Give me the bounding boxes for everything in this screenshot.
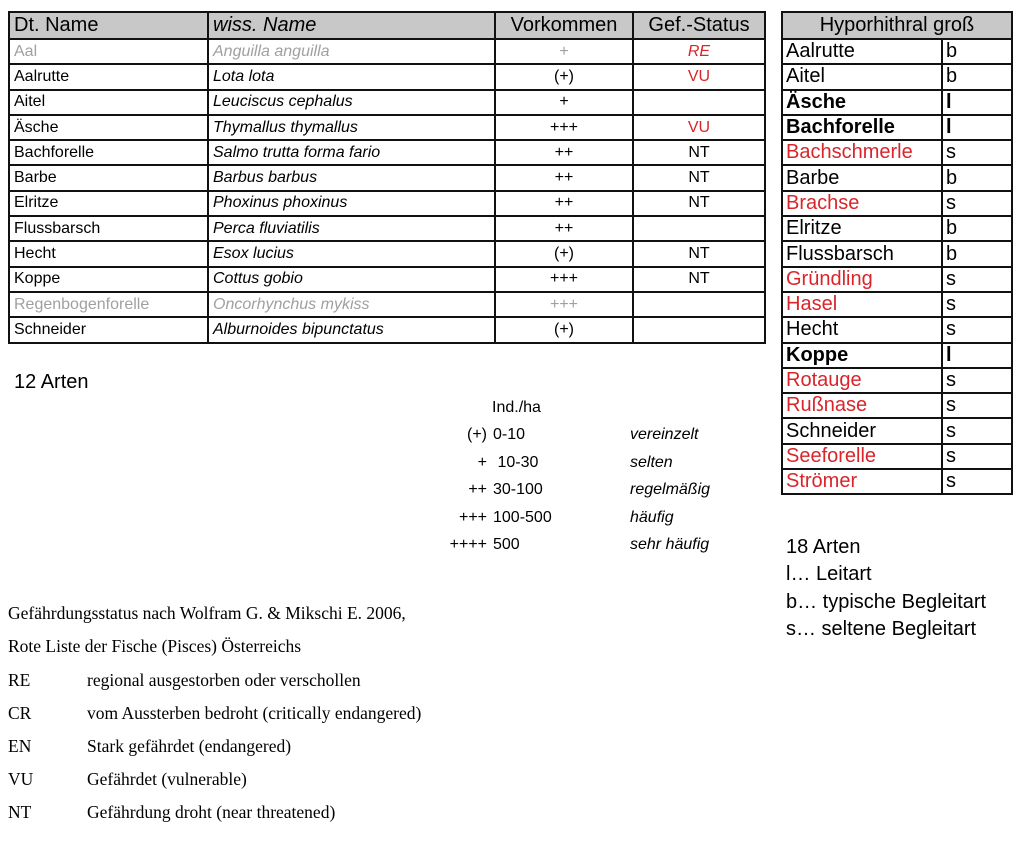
hyporhithral-row (782, 292, 1012, 317)
scientific-name: Perca fluviatilis (208, 216, 495, 241)
status-code-description: Gefährdet (vulnerable) (87, 769, 247, 789)
header-common-name: Dt. Name (9, 12, 208, 39)
status-code: EN (8, 736, 32, 756)
species-row (9, 241, 765, 266)
header-occurrence: Vorkommen (495, 12, 633, 39)
legend-description: regelmäßig (630, 481, 711, 498)
hyporhithral-row (782, 241, 1012, 266)
species-row (9, 165, 765, 190)
status-code: NT (8, 802, 32, 822)
species-name: Gründling (782, 267, 942, 292)
hyporhithral-row (782, 115, 1012, 140)
legend-range: 500 (493, 536, 520, 553)
status-code-description: vom Aussterben bedroht (critically endangered) (87, 703, 422, 723)
legend-symbol: (+) (467, 426, 487, 443)
table-header-row (9, 12, 765, 39)
legend-range: 100-500 (493, 508, 552, 526)
species-name: Hecht (782, 317, 942, 342)
hyporhithral-row (782, 444, 1012, 469)
species-name: Barbe (782, 165, 942, 190)
right-notes (786, 534, 986, 643)
left-species-count: 12 Arten (14, 371, 89, 393)
threat-status: VU (633, 64, 765, 89)
species-name: Strömer (782, 469, 942, 494)
threat-status: NT (633, 241, 765, 266)
scientific-name: Esox lucius (208, 241, 495, 266)
occurrence: (+) (495, 64, 633, 89)
species-type: l (942, 343, 1012, 368)
scientific-name: Thymallus thymallus (208, 115, 495, 140)
species-name: Rußnase (782, 393, 942, 418)
status-code: VU (8, 769, 34, 789)
species-name: Brachse (782, 191, 942, 216)
common-name: Barbe (9, 165, 208, 190)
scientific-name: Alburnoides bipunctatus (208, 317, 495, 342)
species-row (9, 216, 765, 241)
status-code: CR (8, 703, 32, 723)
status-code: RE (8, 670, 31, 690)
common-name: Regenbogenforelle (9, 292, 208, 317)
threat-status (633, 216, 765, 241)
threat-status (633, 90, 765, 115)
occurrence: ++ (495, 165, 633, 190)
hyporhithral-row (782, 191, 1012, 216)
legend-description: häufig (630, 508, 674, 526)
key-typische-begleitart: b… typische Begleitart (786, 590, 987, 613)
species-name: Elritze (782, 216, 942, 241)
threat-status: NT (633, 165, 765, 190)
legend-description: selten (630, 453, 673, 471)
common-name: Koppe (9, 267, 208, 292)
species-row (9, 64, 765, 89)
common-name: Aal (9, 39, 208, 64)
header-scientific-name: wiss. Name (208, 12, 495, 39)
common-name: Äsche (9, 115, 208, 140)
occurrence: (+) (495, 241, 633, 266)
species-row (9, 115, 765, 140)
species-name: Aalrutte (782, 39, 942, 64)
legend-symbol: +++ (458, 508, 487, 526)
right-species-count: 18 Arten (786, 536, 861, 558)
key-leitart: l… Leitart (786, 563, 872, 586)
species-row (9, 39, 765, 64)
legend-symbol: + (477, 453, 487, 471)
species-type: l (942, 90, 1012, 115)
occurrence: ++ (495, 140, 633, 165)
species-name: Koppe (782, 343, 942, 368)
species-name: Hasel (782, 292, 942, 317)
species-type: s (942, 267, 1012, 292)
scientific-name: Salmo trutta forma fario (208, 140, 495, 165)
scientific-name: Anguilla anguilla (208, 39, 495, 64)
hyporhithral-row (782, 64, 1012, 89)
species-type: s (942, 469, 1012, 494)
species-name: Rotauge (782, 368, 942, 393)
hyporhithral-row (782, 393, 1012, 418)
scientific-name: Lota lota (208, 64, 495, 89)
threat-status (633, 317, 765, 342)
species-name: Schneider (782, 418, 942, 443)
occurrence: +++ (495, 115, 633, 140)
scientific-name: Oncorhynchus mykiss (208, 292, 495, 317)
status-source-line2: Rote Liste der Fische (Pisces) Österreichs (8, 636, 302, 656)
species-type: s (942, 444, 1012, 469)
occurrence: + (495, 90, 633, 115)
species-type: s (942, 191, 1012, 216)
species-type: s (942, 418, 1012, 443)
common-name: Bachforelle (9, 140, 208, 165)
species-type: b (942, 216, 1012, 241)
legend-description: sehr häufig (630, 536, 710, 553)
hyporhithral-row (782, 267, 1012, 292)
hyporhithral-row (782, 317, 1012, 342)
hyporhithral-row (782, 343, 1012, 368)
species-type: l (942, 115, 1012, 140)
hyporhithral-row (782, 418, 1012, 443)
species-name: Äsche (782, 90, 942, 115)
species-type: b (942, 241, 1012, 266)
legend-range: 10-30 (493, 453, 539, 471)
hyporhithral-row (782, 165, 1012, 190)
legend-range: 30-100 (493, 481, 543, 498)
scientific-name: Cottus gobio (208, 267, 495, 292)
species-type: b (942, 165, 1012, 190)
header-hyporhithral: Hyporhithral groß (782, 12, 1012, 39)
species-type: b (942, 39, 1012, 64)
species-occurrence-table (8, 11, 766, 344)
scientific-name: Barbus barbus (208, 165, 495, 190)
threat-status: NT (633, 267, 765, 292)
common-name: Flussbarsch (9, 216, 208, 241)
threat-status: NT (633, 191, 765, 216)
species-type: s (942, 393, 1012, 418)
species-name: Flussbarsch (782, 241, 942, 266)
status-code-description: regional ausgestorben oder verschollen (87, 670, 361, 690)
hyporhithral-row (782, 90, 1012, 115)
species-row (9, 191, 765, 216)
species-type: s (942, 140, 1012, 165)
species-name: Aitel (782, 64, 942, 89)
common-name: Aitel (9, 90, 208, 115)
species-name: Bachschmerle (782, 140, 942, 165)
species-row (9, 317, 765, 342)
occurrence: ++ (495, 216, 633, 241)
legend-header: Ind./ha (492, 399, 541, 416)
species-type: s (942, 368, 1012, 393)
common-name: Schneider (9, 317, 208, 342)
table-header-row (782, 12, 1012, 39)
status-code-description: Stark gefährdet (endangered) (87, 736, 292, 756)
species-type: b (942, 64, 1012, 89)
hyporhithral-row (782, 216, 1012, 241)
threat-status: VU (633, 115, 765, 140)
species-name: Seeforelle (782, 444, 942, 469)
species-row (9, 267, 765, 292)
hyporhithral-row (782, 140, 1012, 165)
occurrence: + (495, 39, 633, 64)
occurrence: (+) (495, 317, 633, 342)
hyporhithral-row (782, 39, 1012, 64)
common-name: Aalrutte (9, 64, 208, 89)
legend-symbol: ++++ (449, 536, 487, 553)
species-type: s (942, 292, 1012, 317)
status-source-line1: Gefährdungsstatus nach Wolfram G. & Mikschi E. 2006, (8, 603, 406, 623)
common-name: Elritze (9, 191, 208, 216)
legend-description: vereinzelt (630, 426, 699, 443)
occurrence: +++ (495, 292, 633, 317)
species-type: s (942, 317, 1012, 342)
species-row (9, 140, 765, 165)
occurrence: ++ (495, 191, 633, 216)
key-seltene-begleitart: s… seltene Begleitart (786, 617, 977, 640)
hyporhithral-table (781, 11, 1013, 495)
common-name: Hecht (9, 241, 208, 266)
legend-range: 0-10 (493, 426, 526, 443)
status-code-description: Gefährdung droht (near threatened) (87, 802, 336, 822)
threat-status: RE (633, 39, 765, 64)
threat-status: NT (633, 140, 765, 165)
hyporhithral-row (782, 469, 1012, 494)
occurrence: +++ (495, 267, 633, 292)
scientific-name: Phoxinus phoxinus (208, 191, 495, 216)
legend-symbol: ++ (468, 481, 487, 498)
threat-status (633, 292, 765, 317)
header-threat-status: Gef.-Status (633, 12, 765, 39)
species-name: Bachforelle (782, 115, 942, 140)
scientific-name: Leuciscus cephalus (208, 90, 495, 115)
hyporhithral-row (782, 368, 1012, 393)
species-row (9, 90, 765, 115)
species-row (9, 292, 765, 317)
